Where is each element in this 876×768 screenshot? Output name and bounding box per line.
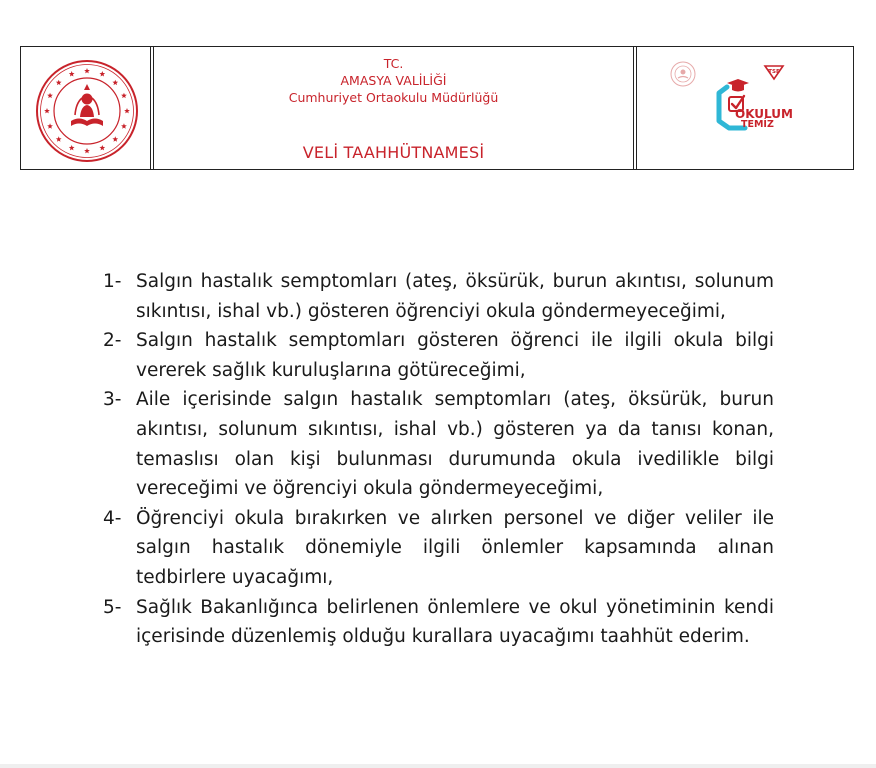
header-right-cell [637, 47, 853, 169]
temiz-word: TEMİZ [741, 119, 774, 130]
pledge-number: 2- [103, 330, 122, 352]
header-title-cell [154, 47, 637, 169]
seal-star-icon [99, 71, 105, 76]
pledge-list [103, 267, 774, 652]
pledge-number: 3- [103, 389, 122, 411]
seal-star-icon [121, 93, 127, 98]
okulum-word: OKULUM [735, 107, 793, 121]
pledge-item-5 [103, 593, 774, 652]
pledge-text: Öğrenciyi okula bırakırken ve alırken personel ve diğer veliler ile salgın hastalık dönemiyle ilgili önlemler kapsamında alınan tedbirlere uyacağımı, [136, 507, 774, 588]
pledge-number: 4- [103, 507, 122, 529]
document-title: VELİ TAAHHÜTNAMESİ [302, 143, 485, 162]
seal-star-icon [84, 68, 90, 73]
pledge-text: Salgın hastalık semptomları gösteren öğrenci ile ilgili okula bilgi vererek sağlık kuruluşlarına götüreceğimi, [136, 330, 774, 381]
svg-text:TSE: TSE [768, 69, 780, 75]
seal-star-icon [99, 145, 105, 150]
pledge-item-3 [103, 385, 774, 503]
ministry-small-logo [670, 61, 696, 87]
seal-star-icon [121, 123, 127, 128]
page-bottom-edge [0, 764, 876, 768]
seal-star-icon [47, 123, 53, 128]
pledge-item-4 [103, 504, 774, 593]
seal-star-icon [112, 80, 118, 85]
seal-star-icon [69, 71, 75, 76]
seal-star-icon [44, 108, 50, 113]
header-line-school: Cumhuriyet Ortaokulu Müdürlüğü [288, 90, 499, 105]
seal-star-icon [84, 148, 90, 153]
seal-star-icon [124, 108, 130, 113]
pledge-text: Sağlık Bakanlığınca belirlenen önlemlere ve okul yönetiminin kendi içerisinde düzenlemiş olduğu kurallara uyacağımı taahhüt ederim. [136, 596, 774, 648]
seal-star-icon [69, 145, 75, 150]
header-line-governorship: AMASYA VALİLİĞİ [340, 73, 447, 88]
meb-seal-logo [35, 59, 139, 163]
pledge-text: Aile içerisinde salgın hastalık semptomları (ateş, öksürük, burun akıntısı, solunum sıkıntısı, ishal vb.) gösteren ya da tanısı konan, temaslısı olan kişi bulunması durumunda okula ivedilikle bilgi vereceğimi ve öğrenciyi okula göndermeyeceğimi, [136, 389, 774, 500]
header-left-cell [21, 47, 154, 169]
seal-star-icon [56, 80, 62, 85]
document-header [20, 46, 854, 170]
pledge-item-1 [103, 267, 774, 326]
seal-star-icon [112, 136, 118, 141]
pledge-number: 5- [103, 596, 122, 618]
seal-star-icon [47, 93, 53, 98]
header-line-tc: TC. [383, 56, 404, 71]
pledge-text: Salgın hastalık semptomları (ateş, öksürük, burun akıntısı, solunum sıkıntısı, ishal vb.) gösteren öğrenciyi okula göndermeyeceğimi, [136, 271, 774, 322]
pledge-item-2 [103, 326, 774, 385]
seal-star-icon [56, 136, 62, 141]
pledge-number: 1- [103, 271, 122, 292]
